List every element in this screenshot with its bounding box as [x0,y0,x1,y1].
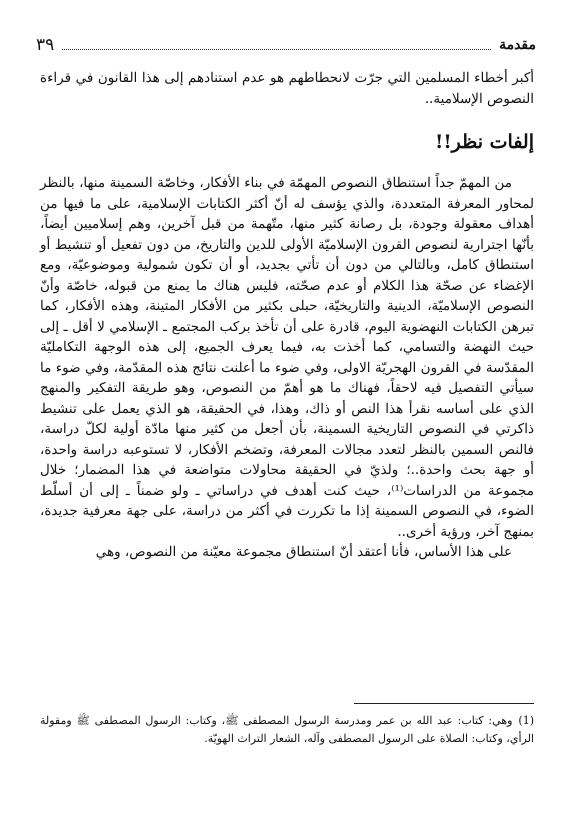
page-number: ٣٩ [36,35,55,55]
header-dotted-rule [62,49,491,50]
footnote-number: (1) [518,714,534,727]
page-body [40,68,534,563]
section-heading: إلفات نظر!! [434,131,534,153]
intro-paragraph: أكبر أخطاء المسلمين التي جرّت لانحطاطهم هو عدم استنادهم إلى هذا القانون في قراءة النصوص الإسلامية.. [40,70,534,107]
footnote-separator [354,703,534,704]
section-title: مقدمة [499,37,536,53]
footnote-text: وهي: كتاب: عبد الله بن عمر ومدرسة الرسول المصطفى ﷺ، وكتاب: الرسول المصطفى ﷺ ومقولة الرأي، وكتاب: الصلاة على الرسول المصطفى وآله، الشعار التراث الهويّة. [40,714,534,745]
footnote [40,712,534,748]
body-paragraph-1: من المهمّ جداً استنطاق النصوص المهمّة في بناء الأفكار، وخاصّة السمينة منها، بالنظر لمحاور المعرفة المتعددة، والذي يؤسف له أنّ أكثر الكتابات الإسلامية، على ما فيها من أهداف معقولة وجودة، بل رصانة كثير منها، متّهمة من قبل آخرين، وهم إسلاميين أيضاً، بأنّها اجترارية لنصوص القرون الإسلاميّة الأولى للدين والتاريخ، من دون تفعيل أو تنشيط أو استنطاق كامل، وبالتالي من دون أن تأتي بجديد، أو أن تكون شمولية وموضوعيّة، ومع الإغضاء عن صحّة هذا الكلام أو عدم صحّته، فليس هناك ما يمنع من قبوله، خاصّة وأنّ النصوص الإسلاميّة، الدينية والتاريخيّة، حبلى بكثير من الأفكار المتينة، وهذه الأفكار، كما تبرهن الكتابات النهضوية اليوم، قادرة على أن تأخذ بركب المجتمع ـ الإسلامي لا أقل ـ إلى حيث النهضة والتسامي، كما أخذت به، فيما يعرف الجميع، إلى هذه الوجهة التكامليّة المقدّسة في القرون الهجريّة الاولى، وفي ضوء ما أعلنت نتائج هذه المقدّمة، وفي ضوء ما سيأتي التفصيل فيه لاحقاً، فهناك ما هو أهمّ من النصوص، وهو طريقة التفكير والمنهج الذي على أساسه نقرأ هذا النص أو ذاك، وهذا، في الحقيقة، هو الذي يعمل على تنشيط ذاكرتي في النصوص التاريخية السمينة، بأن أجعل من كثير منها مادّة أولية لكلّ دراسة، فالنص السمين بالنظر لتعدد مجالات المعرفة، وتضخم الأفكار، لا تستوعبه دراسة واحدة، أو جهة بحث واحدة..؛ ولذيّ في الحقيقة محاولات متواضعة في هذا المضمار؛ خلال مجموعة من الدراسات⁽¹⁾، حيث كنت أهدف في دراساتي ـ ولو ضمناً ـ إلى أن أسلّط الضوء، في النصوص السمينة إذا ما تكررت في أكثر من دراسة، على جهة معرفية جديدة، بمنهج آخر، ورؤية أخرى.. [40,175,534,540]
body-paragraph-2: على هذا الأساس، فأنا أعتقد أنّ استنطاق مجموعة معيّنة من النصوص، وهي [95,544,512,560]
running-header [36,34,536,56]
